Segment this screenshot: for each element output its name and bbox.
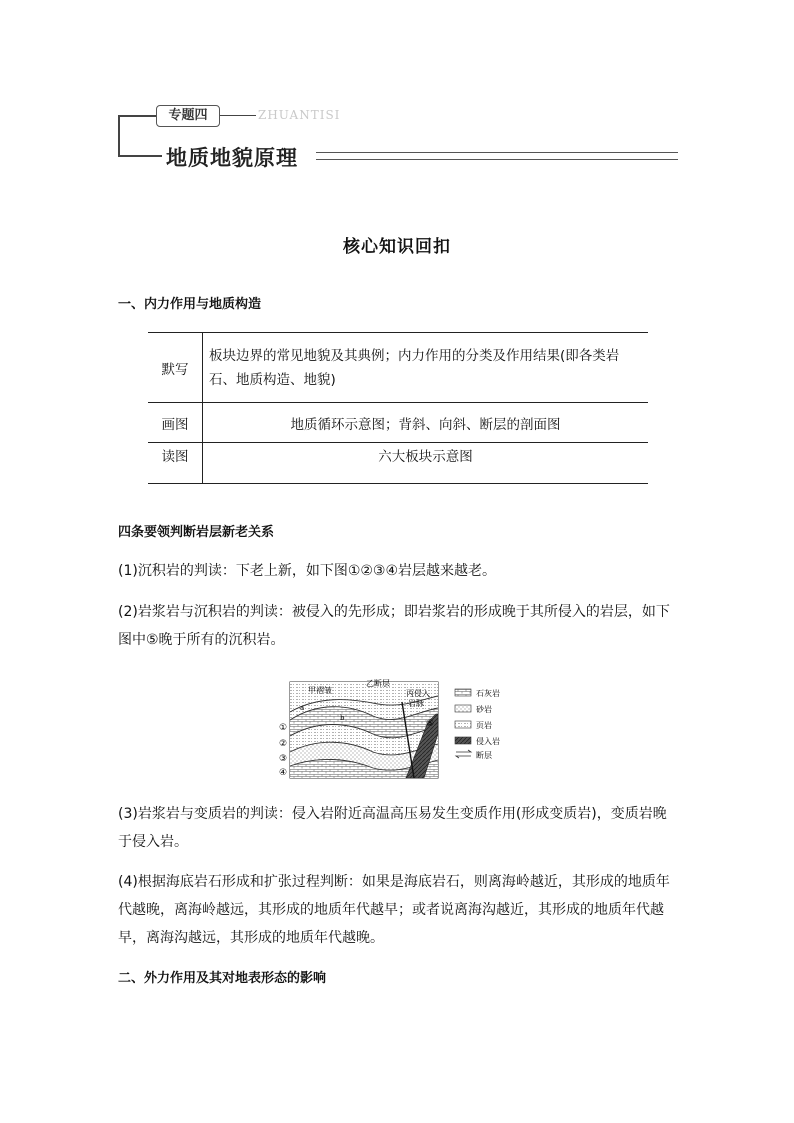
header-bracket-vertical [118,115,120,156]
paragraph-1: (1)沉积岩的判读：下老上新，如下图①②③④岩层越来越老。 [118,563,497,579]
table-row-label: 默写 [148,333,203,403]
intrusion-label-line2: 岩脉 [408,699,424,708]
point-b-label: b [340,714,345,722]
paragraph-2: (2)岩浆岩与沉积岩的判读：被侵入的先形成；即岩浆岩的形成晚于其所侵入的岩层，如下图中⑤晚于所有的沉积岩。 [118,604,670,648]
legend-label: 页岩 [476,721,492,730]
table-row-label: 画图 [148,403,203,443]
intrusion-5-label: ⑤ [426,719,435,729]
part1-heading: 一、内力作用与地质构造 [118,297,262,312]
knowledge-table [148,332,648,484]
table-row [148,333,648,403]
legend-label: 砂岩 [476,705,492,714]
table-row [148,443,648,484]
table-row [148,403,648,443]
header-tag-connector [220,115,256,116]
title-double-rule [316,152,678,160]
figure-legend [455,688,500,760]
intrusion-label-line1: 丙侵入 [406,689,430,698]
layer-1-label: ① [279,723,288,733]
topic-tag: 专题四 [156,105,220,127]
fault-label: 乙断层 [366,679,390,688]
paragraph-4: (4)根据海底岩石形成和扩张过程判断：如果是海底岩石，则离海岭越近，其形成的地质年代越晚，离海岭越远，其形成的地质年代越早；或者说离海沟越近，其形成的地质年代越早，离海沟越远，其形成的地质年代越晚。 [118,874,670,946]
legend-swatch-limestone [455,689,471,696]
part2-heading: 二、外力作用及其对地表形态的影响 [118,971,327,986]
fold-label: 甲褶皱 [308,686,332,695]
legend-swatch-shale [455,721,471,728]
legend-swatch-intrusive [455,737,471,744]
legend-label: 断层 [476,751,492,760]
rock-age-subheading: 四条要领判断岩层新老关系 [118,525,275,540]
layer-3-label: ③ [279,754,288,764]
table-row-label: 读图 [148,443,203,484]
paragraph-3: (3)岩浆岩与变质岩的判读：侵入岩附近高温高压易发生变质作用(形成变质岩)，变质岩晚于侵入岩。 [118,806,667,850]
geology-cross-section-figure [278,674,524,782]
layer-4-label: ④ [279,768,288,778]
legend-label: 侵入岩 [476,737,500,746]
table-row-content: 板块边界的常见地貌及其典例；内力作用的分类及作用结果(即各类岩石、地质构造、地貌) [203,333,649,403]
legend-label: 石灰岩 [476,689,500,698]
header-bracket-top [118,115,156,117]
header-bracket-bottom [118,155,162,157]
point-a-label: a [300,704,305,712]
topic-tag-pinyin: ZHUANTISI [258,108,341,122]
page-title: 地质地貌原理 [166,146,298,170]
legend-fault-arrows-icon [456,750,471,758]
table-row-content: 地质循环示意图；背斜、向斜、断层的剖面图 [203,403,649,443]
section-title: 核心知识回扣 [343,237,451,257]
table-row-content: 六大板块示意图 [203,443,649,484]
layer-2-label: ② [279,739,288,749]
legend-swatch-sandstone [455,705,471,712]
